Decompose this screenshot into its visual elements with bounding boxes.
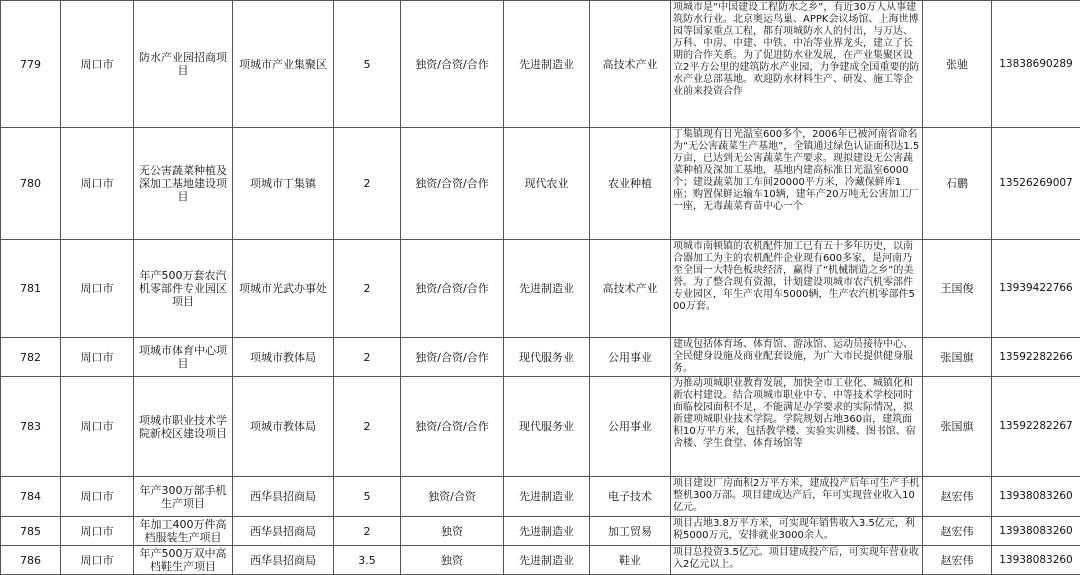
project-name: 年产300万部手机生产项目 — [134, 477, 233, 517]
contact-phone: 13938083260 — [992, 517, 1080, 546]
investment-amount: 2 — [334, 128, 401, 240]
project-name: 年加工400万件高档服装生产项目 — [134, 517, 233, 546]
industry-cell: 现代服务业 — [504, 338, 590, 377]
contact-phone: 13939422766 — [992, 240, 1080, 338]
project-name: 无公害蔬菜种植及深加工基地建设项目 — [134, 128, 233, 240]
investment-amount: 5 — [334, 1, 401, 128]
contact-phone: 13592282267 — [992, 377, 1080, 477]
row-number: 784 — [1, 477, 61, 517]
project-description: 项目占地3.8万平方米，可实现年销售收入3.5亿元，利税5000万元，安排就业3000余人。 — [671, 517, 923, 546]
table-row — [1, 477, 1080, 517]
contact-person: 王国俊 — [923, 240, 992, 338]
table-row — [1, 1, 1080, 128]
table-row — [1, 338, 1080, 377]
investment-amount: 3.5 — [334, 546, 401, 575]
project-description: 为推动项城职业教育发展，加快全市工业化、城镇化和新农村建设。结合项城市职业中专、中等技术学校同时面临校园面积不足，不能满足办学要求的实际情况，拟新建项城职业技术学院。学院规划占地360亩，建筑面积10万平方米，包括教学楼、实验实训楼、图书馆、宿舍楼、学生食堂、体育场馆等 — [671, 377, 923, 477]
responsible-unit: 西华县招商局 — [233, 546, 334, 575]
project-name: 防水产业园招商项目 — [134, 1, 233, 128]
project-description: 项城市南顿镇的农机配件加工已有五十多年历史，以南合器加工为主的农机配件企业现有600多家，是河南乃至全国一大特色板块经济，赢得了“机械制造之乡”的美誉。为了整合现有资源，计划建设项城市农汽机零部件专业园区，年生产农用车5000辆，生产农汽机零部件500万套。 — [671, 240, 923, 338]
city-cell: 周口市 — [61, 1, 134, 128]
contact-person: 张驰 — [923, 1, 992, 128]
industry-cell: 先进制造业 — [504, 240, 590, 338]
row-number: 786 — [1, 546, 61, 575]
industry-cell: 先进制造业 — [504, 1, 590, 128]
city-cell: 周口市 — [61, 377, 134, 477]
contact-phone: 13938083260 — [992, 546, 1080, 575]
cooperation-mode: 独资/合资/合作 — [401, 338, 504, 377]
row-number: 780 — [1, 128, 61, 240]
investment-amount: 2 — [334, 377, 401, 477]
city-cell: 周口市 — [61, 338, 134, 377]
table-row — [1, 546, 1080, 575]
contact-person: 石鹏 — [923, 128, 992, 240]
project-name: 项城市职业技术学院新校区建设项目 — [134, 377, 233, 477]
contact-person: 赵宏伟 — [923, 517, 992, 546]
row-number: 782 — [1, 338, 61, 377]
category-cell: 高技术产业 — [590, 240, 671, 338]
cooperation-mode: 独资/合资 — [401, 477, 504, 517]
category-cell: 电子技术 — [590, 477, 671, 517]
responsible-unit: 项城市教体局 — [233, 338, 334, 377]
table-row — [1, 377, 1080, 477]
contact-person: 赵宏伟 — [923, 546, 992, 575]
industry-cell: 先进制造业 — [504, 517, 590, 546]
city-cell: 周口市 — [61, 517, 134, 546]
responsible-unit: 项城市光武办事处 — [233, 240, 334, 338]
industry-cell: 先进制造业 — [504, 546, 590, 575]
responsible-unit: 项城市产业集聚区 — [233, 1, 334, 128]
responsible-unit: 项城市教体局 — [233, 377, 334, 477]
cooperation-mode: 独资 — [401, 546, 504, 575]
cooperation-mode: 独资/合资/合作 — [401, 377, 504, 477]
contact-person: 张国旗 — [923, 377, 992, 477]
category-cell: 农业种植 — [590, 128, 671, 240]
cooperation-mode: 独资/合资/合作 — [401, 128, 504, 240]
city-cell: 周口市 — [61, 240, 134, 338]
row-number: 779 — [1, 1, 61, 128]
city-cell: 周口市 — [61, 546, 134, 575]
investment-amount: 5 — [334, 477, 401, 517]
investment-amount: 2 — [334, 338, 401, 377]
category-cell: 高技术产业 — [590, 1, 671, 128]
project-description: 丁集镇现有日光温室600多个，2006年已被河南省命名为“无公害蔬菜生产基地”，全镇通过绿色认证面积达1.5万亩，已达到无公害蔬菜生产要求。现拟建设无公害蔬菜种植及深加工基地，基地内建高标准日光温室6000个；建设蔬菜加工车间20000平方米，冷藏保鲜库1座；购置保鲜运输车10辆，建年产20万吨无公害加工厂一座，无毒蔬菜育苗中心一个 — [671, 128, 923, 240]
project-description: 项目建设厂房面积2万平方米，建成投产后年可生产手机整机300万部。项目建成达产后，年可实现营业收入10亿元。 — [671, 477, 923, 517]
cooperation-mode: 独资/合资/合作 — [401, 1, 504, 128]
contact-phone: 13526269007 — [992, 128, 1080, 240]
project-description: 项目总投资3.5亿元。项目建成投产后，可实现年营业收入2亿元以上。 — [671, 546, 923, 575]
category-cell: 鞋业 — [590, 546, 671, 575]
industry-cell: 先进制造业 — [504, 477, 590, 517]
investment-amount: 2 — [334, 240, 401, 338]
project-description: 项城市是“中国建设工程防水之乡”，有近30万人从事建筑防水行业。北京奥运鸟巢、APPK会议场馆、上海世博园等国家重点工程，都有项城防水人的付出，与万达、万科、中房、中建、中铁、中冶等业界龙头，建立了长期的合作关系。为了促进防水业发展，在产业集聚区设立2平方公里的建筑防水产业园，力争建成全国重要的防水产业总部基地。欢迎防水材料生产、研发、施工等企业前来投资合作 — [671, 1, 923, 128]
table-row — [1, 240, 1080, 338]
responsible-unit: 西华县招商局 — [233, 517, 334, 546]
table-row — [1, 128, 1080, 240]
city-cell: 周口市 — [61, 128, 134, 240]
project-name: 年产500万双中高档鞋生产项目 — [134, 546, 233, 575]
table-row — [1, 517, 1080, 546]
contact-phone: 13938083260 — [992, 477, 1080, 517]
category-cell: 公用事业 — [590, 338, 671, 377]
category-cell: 加工贸易 — [590, 517, 671, 546]
contact-phone: 13838690289 — [992, 1, 1080, 128]
project-name: 年产500万套农汽机零部件专业园区项目 — [134, 240, 233, 338]
project-description: 建成包括体育场、体育馆、游泳馆、运动员接待中心、全民健身设施及商业配套设施，为广大市民提供健身服务。 — [671, 338, 923, 377]
contact-phone: 13592282266 — [992, 338, 1080, 377]
industry-cell: 现代服务业 — [504, 377, 590, 477]
row-number: 785 — [1, 517, 61, 546]
row-number: 783 — [1, 377, 61, 477]
responsible-unit: 西华县招商局 — [233, 477, 334, 517]
project-name: 项城市体育中心项目 — [134, 338, 233, 377]
cooperation-mode: 独资/合资/合作 — [401, 240, 504, 338]
city-cell: 周口市 — [61, 477, 134, 517]
contact-person: 张国旗 — [923, 338, 992, 377]
investment-amount: 2 — [334, 517, 401, 546]
cooperation-mode: 独资 — [401, 517, 504, 546]
category-cell: 公用事业 — [590, 377, 671, 477]
industry-cell: 现代农业 — [504, 128, 590, 240]
contact-person: 赵宏伟 — [923, 477, 992, 517]
responsible-unit: 项城市丁集镇 — [233, 128, 334, 240]
row-number: 781 — [1, 240, 61, 338]
